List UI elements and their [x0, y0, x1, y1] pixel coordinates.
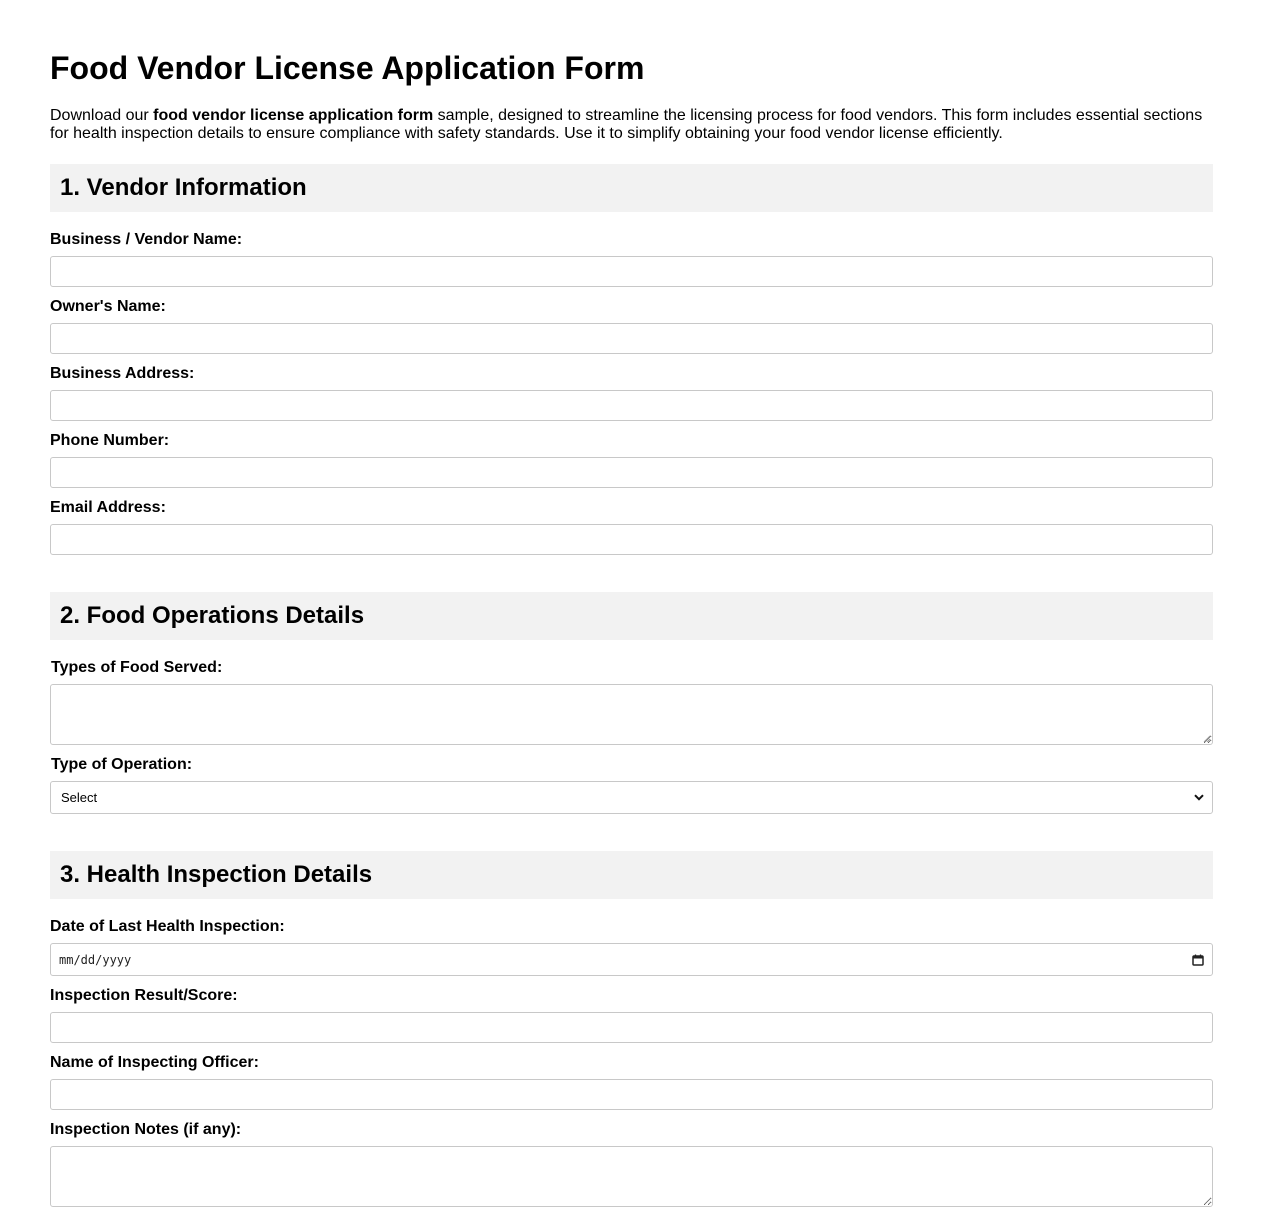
section-heading: 2. Food Operations Details	[60, 602, 365, 629]
select-value: Select	[61, 790, 98, 805]
business-name-input[interactable]	[50, 256, 1213, 287]
business-address-label: Business Address:	[50, 365, 195, 382]
section-heading: 1. Vendor Information	[60, 174, 307, 201]
last-inspection-date-input[interactable]	[50, 943, 1213, 976]
owner-name-input[interactable]	[50, 323, 1213, 354]
owner-name-label: Owner's Name:	[50, 298, 166, 315]
chevron-down-icon	[1193, 792, 1205, 804]
section-header-vendor-information	[50, 164, 1213, 212]
intro-text-end: sample, designed to streamline the licensing process for food vendors. This form includes essential sections for health inspection details to ensure compliance with safety standards. Use it to simplify obtaining your food vendor license efficiently.	[50, 107, 1203, 142]
business-address-input[interactable]	[50, 390, 1213, 421]
inspection-result-label: Inspection Result/Score:	[50, 987, 238, 1004]
business-name-label: Business / Vendor Name:	[50, 231, 243, 248]
inspecting-officer-label: Name of Inspecting Officer:	[50, 1054, 259, 1071]
inspection-notes-textarea[interactable]	[50, 1146, 1213, 1207]
email-address-input[interactable]	[50, 524, 1213, 555]
calendar-icon[interactable]	[1191, 953, 1205, 967]
phone-number-label: Phone Number:	[50, 432, 170, 449]
inspection-result-input[interactable]	[50, 1012, 1213, 1043]
page-title: Food Vendor License Application Form	[50, 50, 645, 86]
intro-paragraph	[50, 107, 1213, 143]
intro-text-start: Download our	[50, 107, 154, 124]
type-of-operation-select[interactable]	[50, 781, 1213, 814]
email-address-label: Email Address:	[50, 499, 166, 516]
date-placeholder: mm/dd/yyyy	[59, 952, 132, 967]
section-heading: 3. Health Inspection Details	[60, 861, 373, 888]
phone-number-input[interactable]	[50, 457, 1213, 488]
types-of-food-wrapper	[50, 684, 1213, 745]
last-inspection-date-label: Date of Last Health Inspection:	[50, 918, 285, 935]
section-header-food-operations	[50, 592, 1213, 640]
types-of-food-label: Types of Food Served:	[51, 659, 223, 676]
section-header-health-inspection	[50, 851, 1213, 899]
inspecting-officer-input[interactable]	[50, 1079, 1213, 1110]
intro-text-bold: food vendor license application form	[153, 107, 434, 124]
inspection-notes-label: Inspection Notes (if any):	[50, 1121, 242, 1138]
types-of-food-textarea[interactable]	[50, 684, 1213, 745]
type-of-operation-label: Type of Operation:	[51, 756, 193, 773]
